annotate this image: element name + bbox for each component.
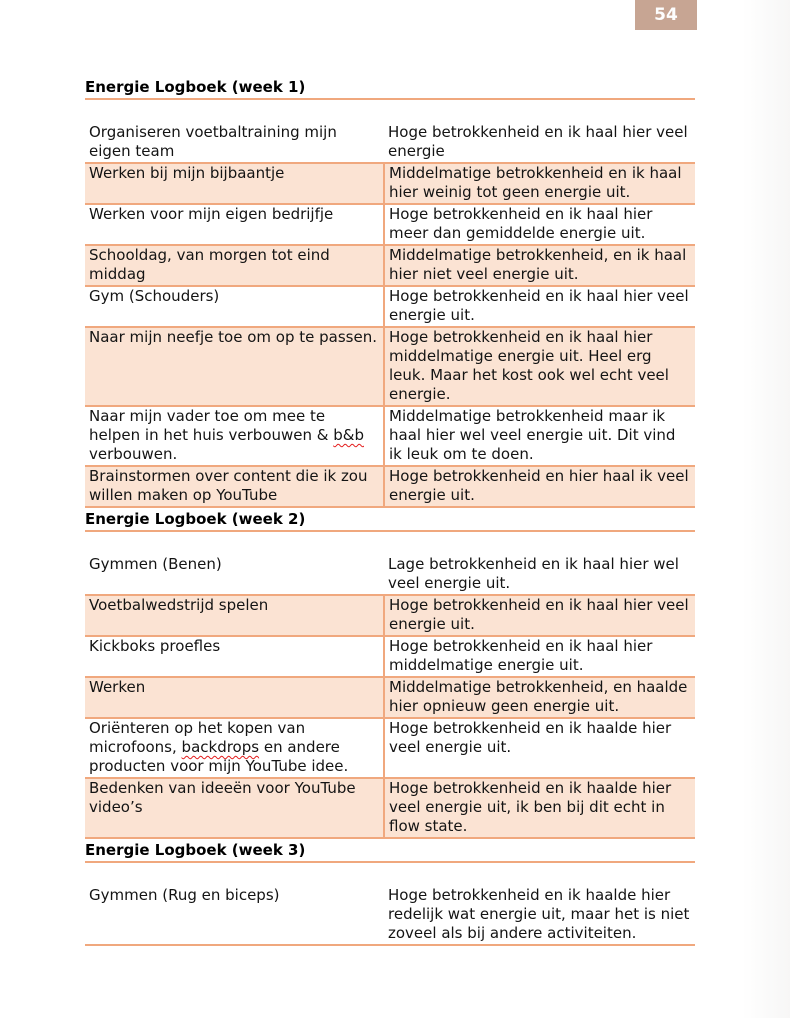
activity-cell bbox=[85, 677, 384, 718]
activity-cell bbox=[85, 406, 384, 466]
misspelled-word: backdrops bbox=[181, 738, 260, 756]
table-row bbox=[85, 778, 695, 838]
table-row bbox=[85, 636, 695, 677]
cell-text: Hoge betrokkenheid en ik haal hier veel energie bbox=[388, 123, 688, 160]
table-row bbox=[85, 286, 695, 327]
cell-text: Lage betrokkenheid en ik haal hier wel veel energie uit. bbox=[388, 555, 679, 592]
activity-cell bbox=[85, 883, 384, 945]
cell-text: Naar mijn vader toe om mee te helpen in het huis verbouwen & bbox=[89, 407, 334, 444]
cell-text: Middelmatige betrokkenheid en ik haal hier weinig tot geen energie uit. bbox=[389, 164, 682, 201]
energy-cell bbox=[384, 466, 695, 507]
activity-cell bbox=[85, 636, 384, 677]
cell-text: Gymmen (Rug en biceps) bbox=[89, 886, 280, 904]
cell-text: Middelmatige betrokkenheid, en haalde hier opnieuw geen energie uit. bbox=[389, 678, 688, 715]
energy-cell bbox=[384, 245, 695, 286]
activity-cell bbox=[85, 466, 384, 507]
document-content bbox=[85, 78, 695, 946]
cell-text: Middelmatige betrokkenheid maar ik haal hier wel veel energie uit. Dit vind ik leuk om te doen. bbox=[389, 407, 676, 463]
energy-log-table bbox=[85, 552, 695, 839]
activity-cell bbox=[85, 286, 384, 327]
activity-cell bbox=[85, 245, 384, 286]
cell-text: Hoge betrokkenheid en ik haal hier middelmatige energie uit. Heel erg leuk. Maar het kost ook wel echt veel energie. bbox=[389, 328, 669, 403]
energy-cell bbox=[384, 120, 695, 163]
cell-text: Schooldag, van morgen tot eind middag bbox=[89, 246, 330, 283]
energy-cell bbox=[384, 163, 695, 204]
page-edge-shadow bbox=[742, 0, 790, 1018]
misspelled-word: b&b bbox=[333, 426, 364, 444]
cell-text: Hoge betrokkenheid en ik haal hier middelmatige energie uit. bbox=[389, 637, 653, 674]
energy-cell bbox=[384, 327, 695, 406]
cell-text: Hoge betrokkenheid en hier haal ik veel energie uit. bbox=[389, 467, 689, 504]
table-row bbox=[85, 595, 695, 636]
table-row bbox=[85, 406, 695, 466]
section-heading: Energie Logboek (week 1) bbox=[85, 78, 695, 100]
energy-cell bbox=[384, 286, 695, 327]
table-row bbox=[85, 204, 695, 245]
cell-text: Hoge betrokkenheid en ik haal hier veel energie uit. bbox=[389, 596, 689, 633]
cell-text: Bedenken van ideeën voor YouTube video’s bbox=[89, 779, 356, 816]
energy-cell bbox=[384, 636, 695, 677]
cell-text: Kickboks proefles bbox=[89, 637, 221, 655]
table-row bbox=[85, 163, 695, 204]
activity-cell bbox=[85, 778, 384, 838]
energy-cell bbox=[384, 406, 695, 466]
cell-text: Hoge betrokkenheid en ik haalde hier veel energie uit, ik ben bij dit echt in flow state. bbox=[389, 779, 672, 835]
cell-text: en andere producten voor mijn YouTube idee. bbox=[89, 738, 349, 775]
cell-text: verbouwen. bbox=[89, 445, 178, 463]
page-number-badge: 54 bbox=[635, 0, 697, 30]
energy-cell bbox=[384, 778, 695, 838]
cell-text: Hoge betrokkenheid en ik haal hier meer dan gemiddelde energie uit. bbox=[389, 205, 653, 242]
section-heading: Energie Logboek (week 2) bbox=[85, 510, 695, 532]
cell-text: Oriënteren op het kopen van microfoons, bbox=[89, 719, 306, 756]
energy-log-table bbox=[85, 883, 695, 946]
cell-text: Werken voor mijn eigen bedrijfje bbox=[89, 205, 334, 223]
cell-text: Naar mijn neefje toe om op te passen. bbox=[89, 328, 377, 346]
cell-text: Organiseren voetbaltraining mijn eigen team bbox=[89, 123, 337, 160]
table-row bbox=[85, 883, 695, 945]
table-row bbox=[85, 718, 695, 778]
activity-cell bbox=[85, 327, 384, 406]
table-row bbox=[85, 677, 695, 718]
cell-text: Gymmen (Benen) bbox=[89, 555, 222, 573]
cell-text: Werken bij mijn bijbaantje bbox=[89, 164, 285, 182]
cell-text: Hoge betrokkenheid en ik haal hier veel energie uit. bbox=[389, 287, 689, 324]
cell-text: Hoge betrokkenheid en ik haalde hier veel energie uit. bbox=[389, 719, 672, 756]
activity-cell bbox=[85, 204, 384, 245]
energy-log-table bbox=[85, 120, 695, 508]
cell-text: Brainstormen over content die ik zou willen maken op YouTube bbox=[89, 467, 368, 504]
activity-cell bbox=[85, 552, 384, 595]
cell-text: Werken bbox=[89, 678, 146, 696]
energy-cell bbox=[384, 718, 695, 778]
table-row bbox=[85, 245, 695, 286]
table-row bbox=[85, 552, 695, 595]
energy-cell bbox=[384, 552, 695, 595]
cell-text: Voetbalwedstrijd spelen bbox=[89, 596, 269, 614]
energy-cell bbox=[384, 677, 695, 718]
table-row bbox=[85, 120, 695, 163]
activity-cell bbox=[85, 718, 384, 778]
energy-cell bbox=[384, 595, 695, 636]
activity-cell bbox=[85, 163, 384, 204]
activity-cell bbox=[85, 120, 384, 163]
energy-cell bbox=[384, 204, 695, 245]
section-heading: Energie Logboek (week 3) bbox=[85, 841, 695, 863]
energy-cell bbox=[384, 883, 695, 945]
cell-text: Gym (Schouders) bbox=[89, 287, 220, 305]
cell-text: Middelmatige betrokkenheid, en ik haal hier niet veel energie uit. bbox=[389, 246, 687, 283]
activity-cell bbox=[85, 595, 384, 636]
table-row bbox=[85, 327, 695, 406]
table-row bbox=[85, 466, 695, 507]
cell-text: Hoge betrokkenheid en ik haalde hier redelijk wat energie uit, maar het is niet zoveel als bij andere activiteiten. bbox=[388, 886, 690, 942]
